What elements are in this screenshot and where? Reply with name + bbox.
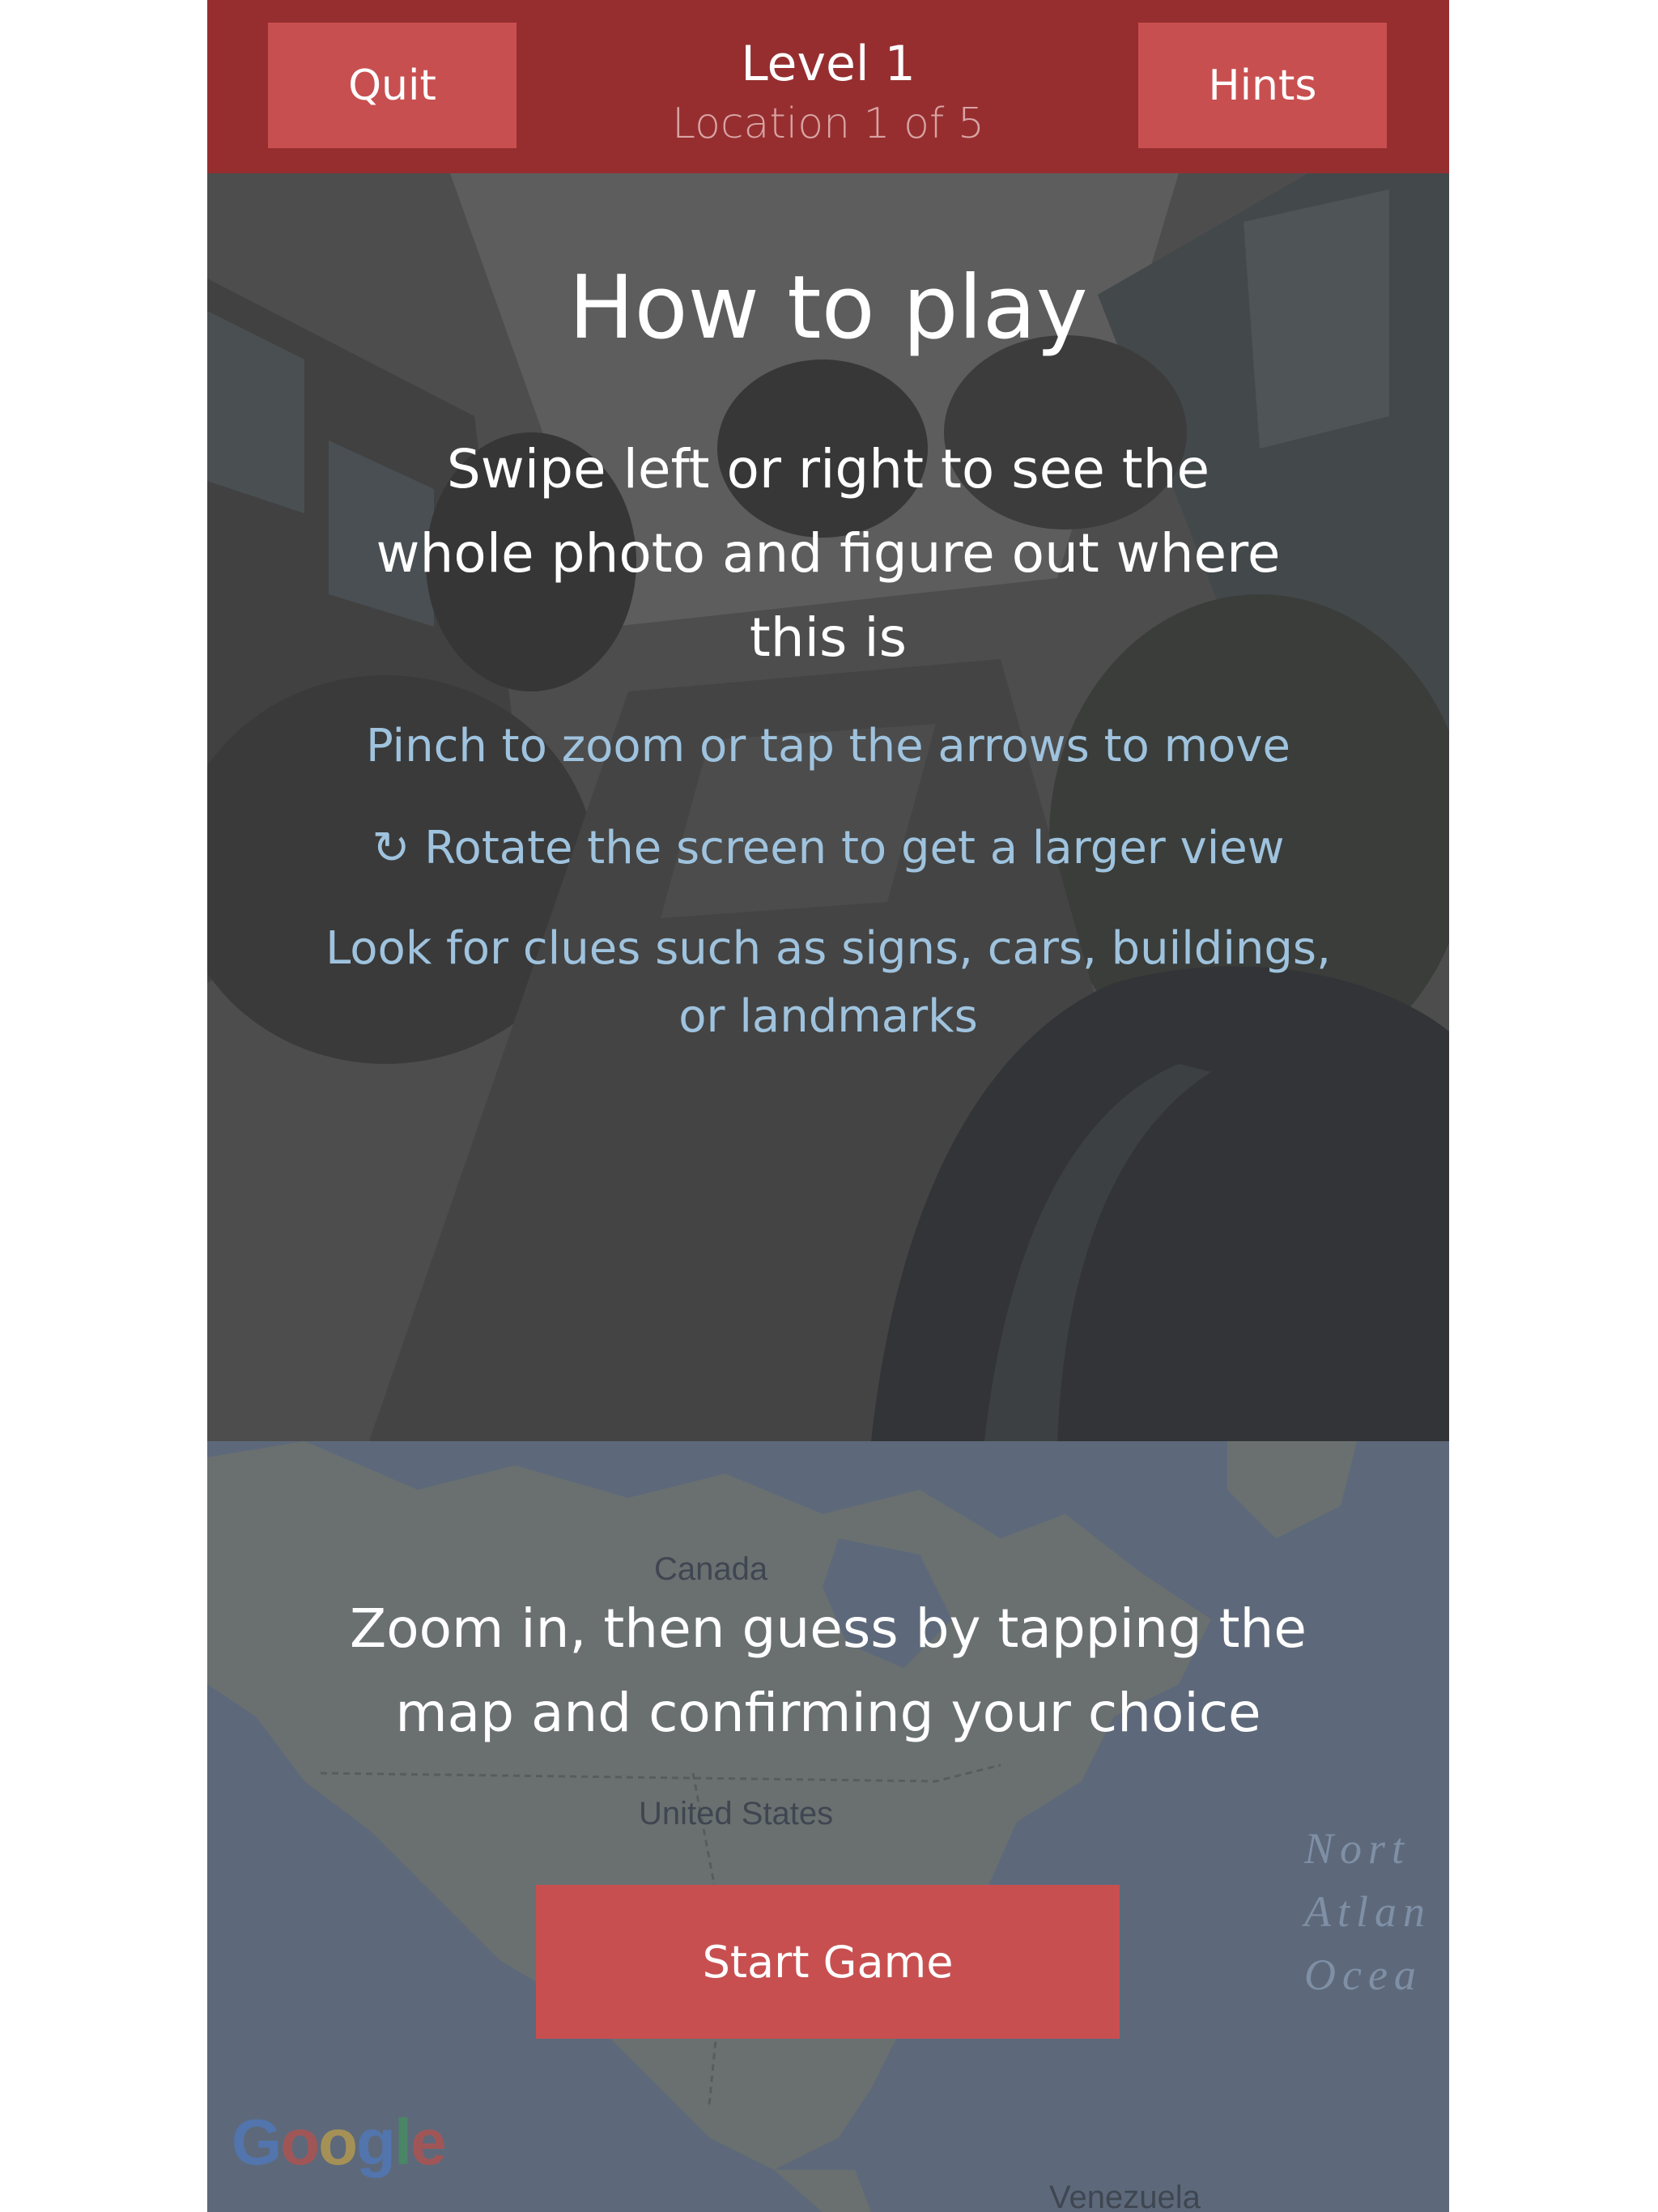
game-screen (207, 0, 1449, 2212)
google-logo-letter: o (318, 2106, 356, 2178)
google-logo (232, 2105, 445, 2180)
level-title: Level 1 (741, 36, 916, 92)
location-progress: Location 1 of 5 (672, 100, 984, 148)
street-scene-image (207, 173, 1449, 1441)
map-label-venezuela: Venezuela (1049, 2180, 1201, 2212)
street-view-photo[interactable] (207, 173, 1449, 1441)
how-to-play-title: How to play (568, 257, 1088, 359)
swipe-instruction: Swipe left or right to see the whole photo and figure out where this is (376, 438, 1281, 669)
map-label-canada: Canada (654, 1551, 768, 1587)
top-bar (207, 0, 1449, 173)
zoom-instruction: Zoom in, then guess by tapping the map and confirming your choice (350, 1597, 1307, 1744)
hints-button[interactable]: Hints (1138, 23, 1387, 148)
quit-button[interactable]: Quit (268, 23, 517, 148)
start-game-button[interactable]: Start Game (536, 1885, 1120, 2039)
google-logo-letter: e (410, 2106, 445, 2178)
rotate-hint: ↻ Rotate the screen to get a larger view (372, 822, 1285, 874)
pinch-hint: Pinch to zoom or tap the arrows to move (366, 720, 1290, 772)
clues-hint: Look for clues such as signs, cars, buildings, or landmarks (325, 922, 1331, 1043)
map-label-ocean: Nort Atlan Ocea (1304, 1824, 1431, 1999)
google-logo-letter: l (393, 2106, 411, 2178)
google-logo-letter: g (355, 2106, 394, 2178)
google-logo-letter: o (280, 2106, 319, 2178)
map-label-united-states: United States (639, 1796, 834, 1831)
google-logo-letter: G (232, 2106, 281, 2178)
guess-map[interactable] (207, 1441, 1449, 2212)
